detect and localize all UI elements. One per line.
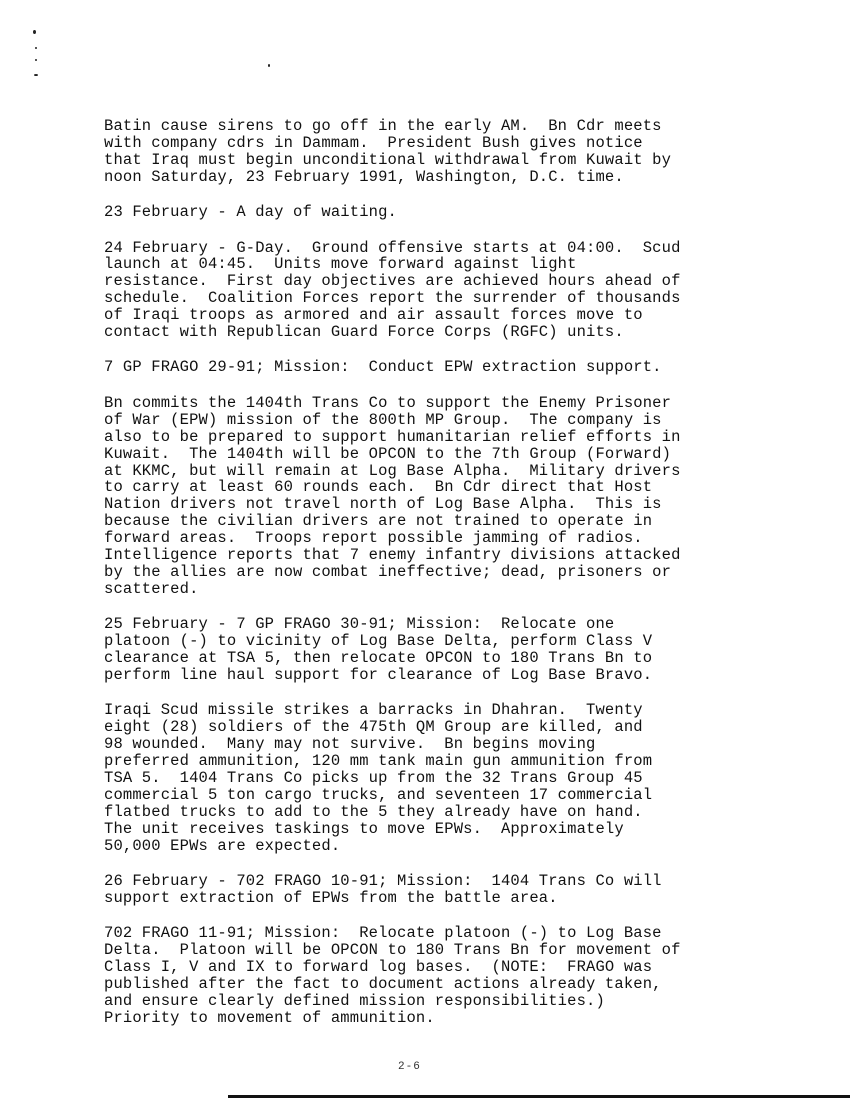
bottom-rule-divider bbox=[228, 1095, 850, 1098]
page-number: 2-6 bbox=[398, 1061, 421, 1073]
paragraph-25-february-frago-30-91: 25 February - 7 GP FRAGO 30-91; Mission: Relocate one platoon (-) to vicinity of Log Base Delta, perform Class V clearance at TSA 5, then relocate OPCON to 180 Trans Bn to perform line haul support for clearance of Log Base Bravo. bbox=[104, 615, 653, 684]
paragraph-26-february-frago-10-91: 26 February - 702 FRAGO 10-91; Mission: 1404 Trans Co will support extraction of EPWs from the battle area. bbox=[104, 872, 662, 907]
scan-speck bbox=[34, 74, 38, 76]
scan-speck bbox=[33, 30, 36, 34]
paragraph-24-february-g-day: 24 February - G-Day. Ground offensive starts at 04:00. Scud launch at 04:45. Units move forward against light resistance. First day objectives are achieved hours ahead of schedule. Coalition Forces report the surrender of thousands of Iraqi troops as armored and air assault forces move to contact with Republican Guard Force Corps (RGFC) units. bbox=[104, 238, 681, 342]
paragraph-frago-29-91: 7 GP FRAGO 29-91; Mission: Conduct EPW extraction support. bbox=[104, 358, 662, 377]
document-body bbox=[104, 118, 724, 1045]
scan-speck bbox=[35, 47, 37, 49]
scan-speck bbox=[35, 59, 37, 61]
paragraph-epw-mission: Bn commits the 1404th Trans Co to support the Enemy Prisoner of War (EPW) mission of the 800th MP Group. The company is also to be prepared to support humanitarian relief efforts in Kuwait. The 1404th will be OPCON to the 7th Group (Forward) at KKMC, but will remain at Log Base Alpha. Military drivers to carry at least 60 rounds each. Bn Cdr direct that Host Nation drivers not travel north of Log Base Alpha. This is because the civilian drivers are not trained to operate in forward areas. Troops report possible jamming of radios. Intelligence reports that 7 enemy infantry divisions attacked by the allies are now combat ineffective; dead, prisoners or scattered. bbox=[104, 393, 681, 598]
paragraph-deadline-notice: Batin cause sirens to go off in the early AM. Bn Cdr meets with company cdrs in Dammam. President Bush gives notice that Iraq must begin unconditional withdrawal from Kuwait by noon Saturday, 23 February 1991, Washington, D.C. time. bbox=[104, 117, 672, 186]
paragraph-frago-11-91: 702 FRAGO 11-91; Mission: Relocate platoon (-) to Log Base Delta. Platoon will be OPCON to 180 Trans Bn for movement of Class I, V and IX to forward log bases. (NOTE: FRAGO was published after the fact to document actions already taken, and ensure clearly defined mission responsibilities.) Priority to movement of ammunition. bbox=[104, 924, 681, 1027]
paragraph-scud-strike: Iraqi Scud missile strikes a barracks in Dhahran. Twenty eight (28) soldiers of the 475th QM Group are killed, and 98 wounded. Many may not survive. Bn begins moving preferred ammunition, 120 mm tank main gun ammunition from TSA 5. 1404 Trans Co picks up from the 32 Trans Group 45 commercial 5 ton cargo trucks, and seventeen 17 commercial flatbed trucks to add to the 5 they already have on hand. The unit receives taskings to move EPWs. Approximately 50,000 EPWs are expected. bbox=[104, 701, 653, 855]
scan-speck bbox=[268, 64, 270, 67]
paragraph-23-february: 23 February - A day of waiting. bbox=[104, 203, 397, 222]
